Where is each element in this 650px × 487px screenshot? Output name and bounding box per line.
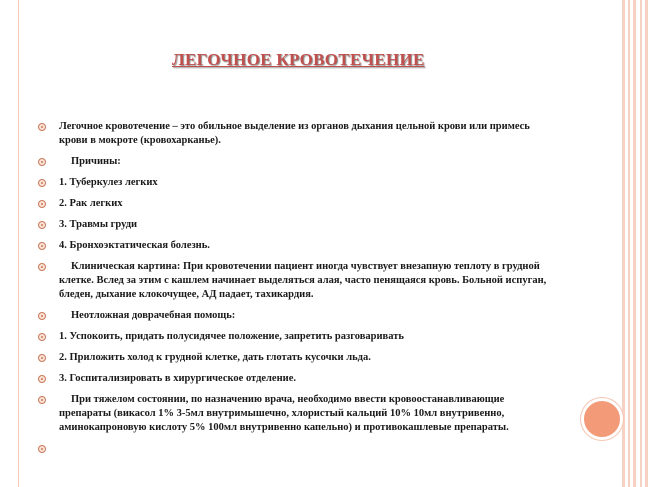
list-item-text: Клиническая картина: При кровотечении пациент иногда чувствует внезапную теплоту в грудной клетке. Вслед за этим с кашлем начинает выделяться алая, часто пенящаяся кровь. Больной испуган, бледен, дыхание клокочущее, АД падает, тахикардия.: [59, 261, 547, 300]
decor-stripe: [640, 0, 642, 487]
decor-stripe: [633, 0, 636, 487]
slide-title: ЛЕГОЧНОЕ КРОВОТЕЧЕНИЕ: [172, 50, 425, 69]
bullet-icon: [38, 221, 46, 229]
bullet-icon: [38, 179, 46, 187]
bullet-icon: [38, 333, 46, 341]
list-item: [36, 372, 556, 386]
list-item: [36, 330, 556, 344]
bullet-icon: [38, 354, 46, 362]
bullet-icon: [38, 396, 46, 404]
list-item-text: Неотложная доврачебная помощь:: [71, 310, 236, 321]
list-item: [36, 393, 556, 435]
bullet-icon: [38, 242, 46, 250]
list-item: [36, 197, 556, 211]
list-item-text: 3. Травмы груди: [59, 219, 138, 230]
bullet-icon: [38, 445, 46, 453]
bullet-icon: [38, 375, 46, 383]
list-item: [36, 120, 556, 148]
bullet-list: [36, 120, 556, 442]
bullet-icon: [38, 158, 46, 166]
decor-circle: [581, 398, 623, 440]
list-item: [36, 351, 556, 365]
list-item-text: 1. Успокоить, придать полусидячее положение, запретить разговаривать: [59, 331, 404, 342]
list-item-text: Причины:: [71, 156, 121, 167]
list-item-text: 2. Приложить холод к грудной клетке, дать глотать кусочки льда.: [59, 352, 371, 363]
list-item: [36, 155, 556, 169]
list-item-text: 3. Госпитализировать в хирургическое отделение.: [59, 373, 296, 384]
list-item-text: 1. Туберкулез легких: [59, 177, 158, 188]
bullet-icon: [38, 123, 46, 131]
list-item: [36, 260, 556, 302]
left-frame-line: [18, 0, 19, 487]
list-item-text: При тяжелом состоянии, по назначению врача, необходимо ввести кровоостанавливающие препараты (викасол 1% 3-5мл внутримышечно, хлористый кальций 10% 10мл внутривенно, аминокапроновую кислоту 5% 100мл внутривенно капельно) и противокашлевые препараты.: [59, 394, 509, 433]
list-item: [36, 239, 556, 253]
bullet-icon: [38, 312, 46, 320]
bullet-icon: [38, 263, 46, 271]
decor-stripe: [628, 0, 630, 487]
list-item: [36, 309, 556, 323]
list-item-text: Легочное кровотечение – это обильное выделение из органов дыхания цельной крови или примесь крови в мокроте (кровохарканье).: [59, 121, 530, 146]
bullet-icon: [38, 200, 46, 208]
list-item-text: 4. Бронхоэктатическая болезнь.: [59, 240, 210, 251]
decor-stripe: [645, 0, 648, 487]
list-item: [36, 176, 556, 190]
list-item-text: 2. Рак легких: [59, 198, 123, 209]
list-item: [36, 218, 556, 232]
